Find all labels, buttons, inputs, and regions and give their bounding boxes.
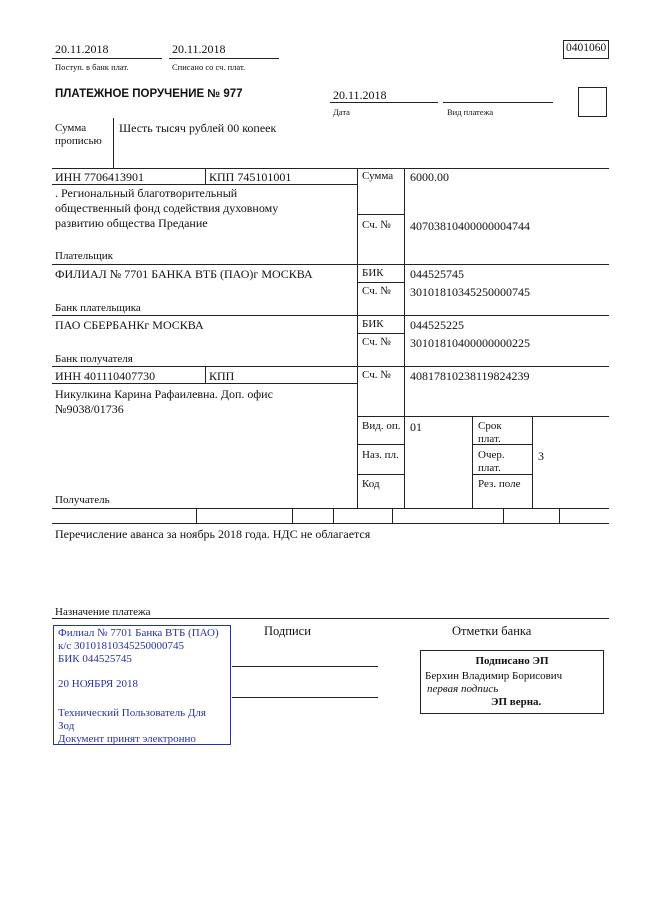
payee-kpp: КПП bbox=[209, 369, 235, 383]
ep-sign-type: первая подпись bbox=[427, 683, 499, 695]
payer-bank-label: Банк плательщика bbox=[55, 302, 141, 314]
bank-marks-label: Отметки банка bbox=[452, 624, 532, 638]
amount-words-value: Шесть тысяч рублей 00 копеек bbox=[119, 121, 277, 135]
ocher-value: 3 bbox=[538, 449, 544, 463]
payer-bank-account: 30101810345250000745 bbox=[410, 285, 530, 299]
payee-bank-account-label: Сч. № bbox=[362, 336, 391, 348]
payee-account-label: Сч. № bbox=[362, 369, 391, 381]
page-title: ПЛАТЕЖНОЕ ПОРУЧЕНИЕ № 977 bbox=[55, 88, 243, 100]
payee-bik: 044525225 bbox=[410, 318, 464, 332]
form-code: 0401060 bbox=[566, 42, 607, 54]
payee-account: 40817810238119824239 bbox=[410, 369, 530, 383]
stamp-date: 20 НОЯБРЯ 2018 bbox=[58, 678, 139, 690]
amount-words-label-1: Сумма bbox=[55, 122, 87, 134]
payee-bank-account: 30101810400000000225 bbox=[410, 336, 530, 350]
ep-title: Подписано ЭП bbox=[475, 655, 549, 667]
ocher-label-1: Очер. bbox=[478, 449, 505, 461]
stamp-line-2: к/с 30101810345250000745 bbox=[58, 640, 185, 652]
payer-kpp: КПП 745101001 bbox=[209, 170, 292, 184]
payer-name-1: . Региональный благотворительный bbox=[55, 186, 238, 200]
order-date-label: Дата bbox=[333, 107, 350, 117]
vid-op-value: 01 bbox=[410, 420, 422, 434]
amount-label: Сумма bbox=[362, 170, 394, 182]
payer-account: 40703810400000004744 bbox=[410, 219, 530, 233]
bank-stamp bbox=[53, 625, 231, 745]
ep-signature-box bbox=[420, 650, 604, 714]
stamp-line-7: Документ принят электронно bbox=[58, 733, 196, 745]
purpose-label: Назначение платежа bbox=[55, 606, 151, 618]
stamp-line-3: БИК 044525745 bbox=[58, 653, 132, 665]
amount-value: 6000.00 bbox=[410, 170, 449, 184]
stamp-line-5: Технический Пользователь Для bbox=[58, 707, 206, 719]
kod-label: Код bbox=[362, 478, 380, 490]
payer-bik: 044525745 bbox=[410, 267, 464, 281]
payer-name-2: общественный фонд содействия духовному bbox=[55, 201, 279, 215]
srok-label-1: Срок bbox=[478, 420, 502, 432]
payer-inn: ИНН 7706413901 bbox=[55, 170, 144, 184]
signatures-label: Подписи bbox=[264, 624, 311, 638]
srok-label-2: плат. bbox=[478, 433, 501, 445]
payee-label: Получатель bbox=[55, 494, 110, 506]
date-received: 20.11.2018 bbox=[55, 42, 109, 56]
purpose-text: Перечисление аванса за ноябрь 2018 года. НДС не облагается bbox=[55, 527, 371, 541]
stamp-line-6: Зод bbox=[58, 720, 75, 732]
payee-bank-name: ПАО СБЕРБАНКг МОСКВА bbox=[55, 318, 204, 332]
payer-bank-account-label: Сч. № bbox=[362, 285, 391, 297]
order-date: 20.11.2018 bbox=[333, 88, 387, 102]
ep-verdict: ЭП верна. bbox=[491, 696, 542, 708]
payment-type-label: Вид платежа bbox=[447, 107, 494, 117]
ocher-label-2: плат. bbox=[478, 462, 501, 474]
date-debited-label: Списано со сч. плат. bbox=[172, 62, 246, 72]
naz-pl-label: Наз. пл. bbox=[362, 449, 399, 461]
payment-type-box bbox=[578, 87, 607, 117]
amount-words-label-2: прописью bbox=[55, 135, 102, 147]
payer-label: Плательщик bbox=[55, 250, 113, 262]
payer-bank-name: ФИЛИАЛ № 7701 БАНКА ВТБ (ПАО)г МОСКВА bbox=[55, 267, 313, 281]
payee-name-1: Никулкина Карина Рафаилевна. Доп. офис bbox=[55, 387, 273, 401]
payee-bank-label: Банк получателя bbox=[55, 353, 133, 365]
payer-account-label: Сч. № bbox=[362, 219, 391, 231]
date-debited: 20.11.2018 bbox=[172, 42, 226, 56]
payee-bik-label: БИК bbox=[362, 318, 384, 330]
date-received-label: Поступ. в банк плат. bbox=[55, 62, 129, 72]
payer-name-3: развитию общества Предание bbox=[55, 216, 208, 230]
vid-op-label: Вид. оп. bbox=[362, 420, 401, 432]
ep-signer: Берхин Владимир Борисович bbox=[425, 670, 563, 682]
payer-bik-label: БИК bbox=[362, 267, 384, 279]
stamp-line-1: Филиал № 7701 Банка ВТБ (ПАО) bbox=[58, 627, 219, 639]
rez-label: Рез. поле bbox=[478, 478, 521, 490]
payee-inn: ИНН 401110407730 bbox=[55, 369, 156, 383]
payee-name-2: №9038/01736 bbox=[55, 402, 124, 416]
